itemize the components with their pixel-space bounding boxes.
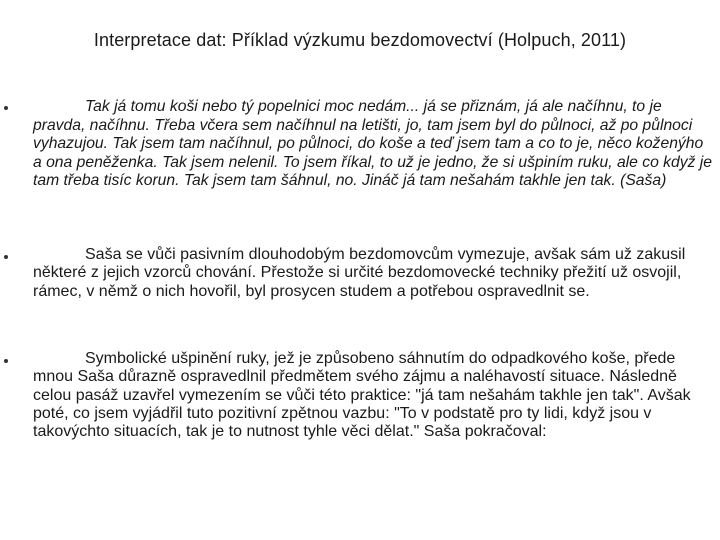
quote-paragraph: Tak já tomu koši nebo tý popelnici moc nedám... já se přiznám, já ale načíhnu, to je pravda, načíhnu. Třeba včera sem načíhnul na letišti, jo, tam jsem byl do půlnoci, až po půlnoci vyhazujou. Tak jsem tam načíhnul, po půlnoci, do koše a teď jsem tam a co to je, něco koženýho a ona peněženka. Tak jsem nelenil. To jsem říkal, to už je jedno, že si ušpiním ruku, ale co když je tam třeba tisíc korun. Tak jsem tam šáhnul, no. Jináč já tam nešahám takhle jen tak. (Saša) (33, 98, 712, 189)
bullet-dot-icon (4, 255, 8, 259)
bullet-dot-icon (4, 106, 8, 110)
slide-title: Interpretace dat: Příklad výzkumu bezdomovectví (Holpuch, 2011) (93, 30, 627, 50)
interpretation-paragraph: Saša se vůči pasivním dlouhodobým bezdomovcům vymezuje, avšak sám už zakusil některé z jejich vzorců chování. Přestože si určité bezdomovecké techniky přežití už osvojil, rámec, v němž o nich hovořil, byl prosycen studem a potřebou ospravedlnit se. (33, 246, 686, 300)
analysis-paragraph: Symbolické ušpinění ruky, jež je způsobeno sáhnutím do odpadkového koše, přede mnou Saša důrazně ospravedlnil předmětem svého zájmu a naléhavostí situace. Následně celou pasáž uzavřel vymezením se vůči této praktice: "já tam nešahám takhle jen tak". Avšak poté, co jsem vyjádřil tuto pozitivní zpětnou vazbu: "To v podstatě pro ty lidi, když jsou v takovýchto situacích, tak je to nutnost tyhle věci dělat." Saša pokračoval: (33, 350, 691, 441)
bullet-dot-icon (4, 359, 8, 363)
